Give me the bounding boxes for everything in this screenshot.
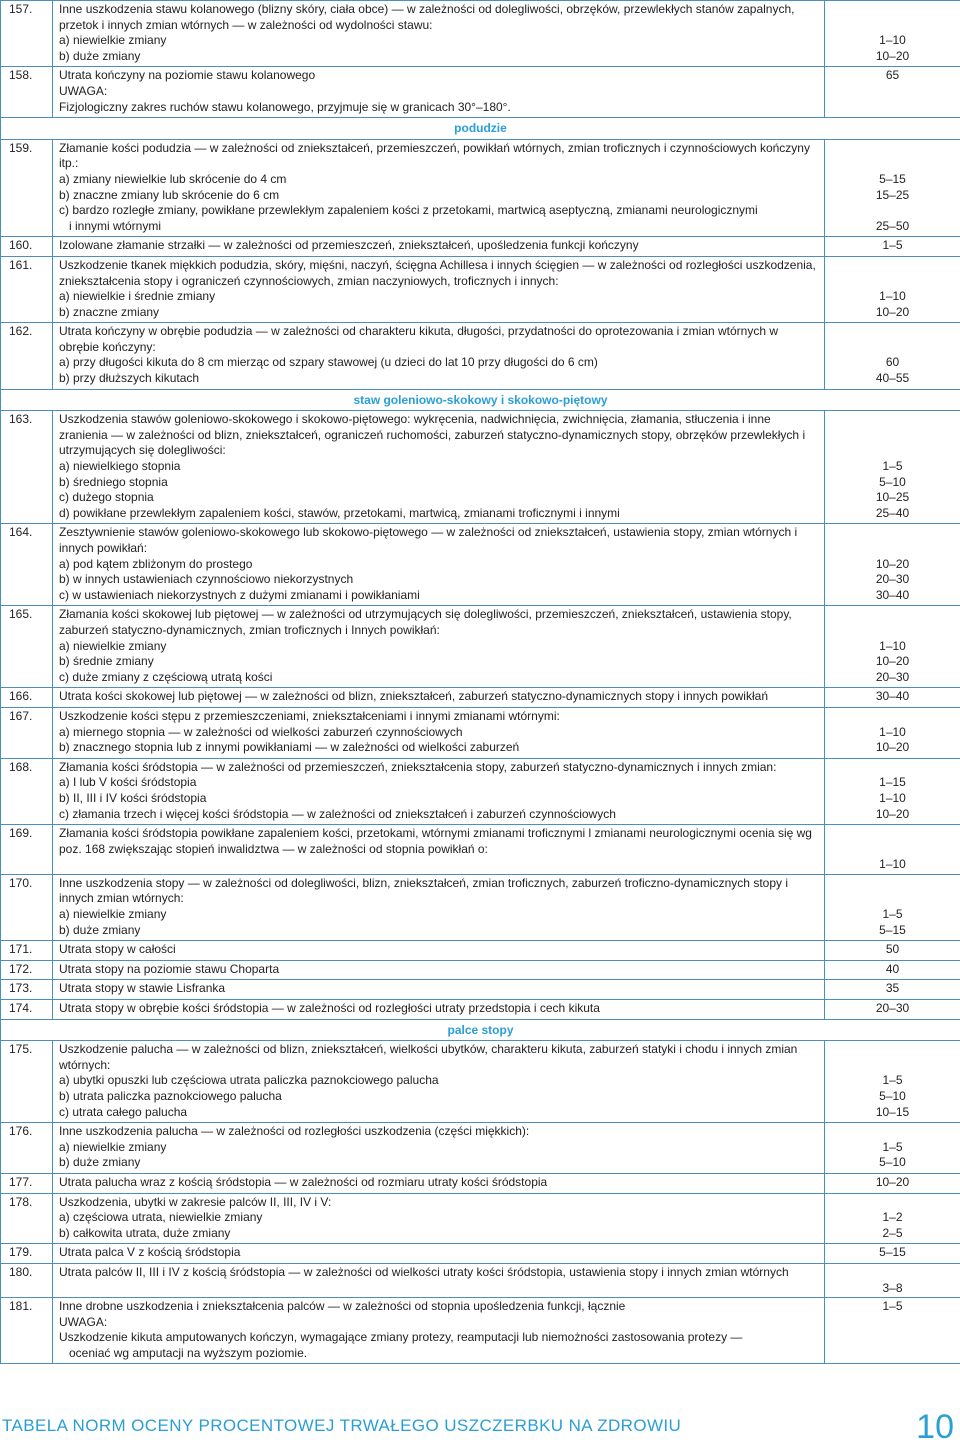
description-line: c) dużego stopnia — [59, 490, 820, 506]
description-line: b) średnie zmiany — [59, 654, 820, 670]
value-line — [827, 141, 958, 172]
table-row — [1, 825, 960, 875]
section-title: podudzie — [1, 118, 960, 140]
table-row — [1, 980, 960, 1000]
table-row — [1, 1298, 960, 1364]
value-line: 30–40 — [827, 588, 958, 604]
percent-value — [825, 1000, 960, 1020]
value-line: 1–10 — [827, 289, 958, 305]
value-line: 3–8 — [827, 1281, 958, 1297]
value-line — [827, 2, 958, 33]
item-description — [53, 1193, 825, 1244]
value-line — [827, 100, 958, 116]
value-line — [827, 412, 958, 459]
table-row — [1, 1000, 960, 1020]
item-number: 172. — [1, 960, 53, 980]
table-row — [1, 256, 960, 322]
page-footer — [0, 1406, 960, 1446]
item-number: 181. — [1, 1298, 53, 1364]
table-row — [1, 1041, 960, 1123]
value-line: 1–5 — [827, 459, 958, 475]
description-line: a) niewielkiego stopnia — [59, 459, 820, 475]
value-line: 40 — [827, 962, 958, 978]
description-line: c) utrata całego palucha — [59, 1105, 820, 1121]
description-line: Uszkodzenie palucha — w zależności od blizn, zniekształceń, wielkości ubytków, charakteru kikuta, zaburzeń statyki i chodu i innych zmian wtórnych: — [59, 1042, 820, 1073]
table-row — [1, 688, 960, 708]
percent-value — [825, 1, 960, 67]
value-line: 60 — [827, 355, 958, 371]
value-line: 1–10 — [827, 725, 958, 741]
table-row — [1, 139, 960, 237]
value-line: 1–15 — [827, 775, 958, 791]
percent-value — [825, 323, 960, 389]
description-line: Izolowane złamanie strzałki — w zależności od przemieszczeń, zniekształceń, upośledzenia funkcji kończyny — [59, 238, 820, 254]
value-line — [827, 84, 958, 100]
value-line: 10–15 — [827, 1105, 958, 1121]
item-number: 179. — [1, 1244, 53, 1264]
item-description — [53, 1041, 825, 1123]
table-row — [1, 874, 960, 940]
item-description — [53, 606, 825, 688]
description-line: b) utrata paliczka paznokciowego palucha — [59, 1089, 820, 1105]
description-line: Utrata palucha wraz z kością śródstopia — w zależności od rozmiaru utraty kości śródstopia — [59, 1175, 820, 1191]
description-line: a) niewielkie zmiany — [59, 639, 820, 655]
item-description — [53, 1173, 825, 1193]
description-line: Inne uszkodzenia stawu kolanowego (blizny skóry, ciała obce) — w zależności od dolegliwości, obrzęków, przewlekłych stanów zapalnych, przetok i innych zmian wtórnych — w zależności od wydolności stawu: — [59, 2, 820, 33]
item-description — [53, 411, 825, 524]
percent-value — [825, 758, 960, 824]
value-line — [827, 1265, 958, 1281]
description-line: a) pod kątem zbliżonym do prostego — [59, 557, 820, 573]
description-line: UWAGA: — [59, 84, 820, 100]
table-row — [1, 1173, 960, 1193]
item-description — [53, 980, 825, 1000]
item-description — [53, 825, 825, 875]
value-line: 10–20 — [827, 1175, 958, 1191]
description-line: Inne drobne uszkodzenia i zniekształcenia palców — w zależności od stopnia upośledzenia funkcji, łącznie — [59, 1299, 820, 1315]
value-line — [827, 1042, 958, 1073]
value-line — [827, 876, 958, 907]
description-line: Utrata stopy w obrębie kości śródstopia — w zależności od rozległości utraty przedstopia i cech kikuta — [59, 1001, 820, 1017]
description-line: Utrata palców II, III i IV z kością śródstopia — w zależności od wielkości utraty kości śródstopia, ustawienia stopy i innych zmian wtórnych — [59, 1265, 820, 1281]
percent-value — [825, 1298, 960, 1364]
percent-value — [825, 707, 960, 758]
table-row — [1, 323, 960, 389]
section-title: palce stopy — [1, 1019, 960, 1041]
percent-value — [825, 67, 960, 118]
description-line: b) średniego stopnia — [59, 475, 820, 491]
description-line: d) powikłane przewlekłym zapaleniem kości, stawów, przetokami, martwicą, zmianami troficznymi i innymi — [59, 506, 820, 522]
percent-value — [825, 980, 960, 1000]
value-line: 1–2 — [827, 1210, 958, 1226]
value-line: 35 — [827, 981, 958, 997]
value-line: 2–5 — [827, 1226, 958, 1242]
table-row — [1, 1244, 960, 1264]
footer-title: TABELA NORM OCENY PROCENTOWEJ TRWAŁEGO USZCZERBKU NA ZDROWIU — [2, 1416, 681, 1436]
percent-value — [825, 1173, 960, 1193]
value-line — [827, 324, 958, 355]
description-line: oceniać wg amputacji na wyższym poziomie. — [59, 1346, 820, 1362]
description-line: Uszkodzenia, ubytki w zakresie palców II, III, IV i V: — [59, 1195, 820, 1211]
value-line — [827, 1315, 958, 1331]
item-number: 177. — [1, 1173, 53, 1193]
table-row — [1, 758, 960, 824]
description-line: Zesztywnienie stawów goleniowo-skokowego lub skokowo-piętowego — w zależności od zniekształceń, ustawienia stopy, zmian wtórnych i innych powikłań: — [59, 525, 820, 556]
item-number: 157. — [1, 1, 53, 67]
description-line: b) duże zmiany — [59, 49, 820, 65]
description-line: Uszkodzenie kości stępu z przemieszczeniami, zniekształceniami i innymi zmianami wtórnymi: — [59, 709, 820, 725]
value-line: 25–50 — [827, 219, 958, 235]
value-line: 50 — [827, 942, 958, 958]
percent-value — [825, 1041, 960, 1123]
percent-value — [825, 139, 960, 237]
section-header-row — [1, 1019, 960, 1041]
item-description — [53, 941, 825, 961]
description-line: Inne uszkodzenia stopy — w zależności od dolegliwości, blizn, zniekształceń, zmian troficznych, zaburzeń troficzno-dynamicznych stopy i innych zmian wtórnych: — [59, 876, 820, 907]
description-line: Złamania kości śródstopia — w zależności od przemieszczeń, zniekształcenia stopy, zaburzeń statyczno-dynamicznych i innych zmian: — [59, 760, 820, 776]
item-number: 180. — [1, 1263, 53, 1297]
description-line: a) niewielkie i średnie zmiany — [59, 289, 820, 305]
description-line: b) duże zmiany — [59, 923, 820, 939]
percent-value — [825, 606, 960, 688]
section-header-row — [1, 389, 960, 411]
description-line: b) znaczne zmiany lub skrócenie do 6 cm — [59, 188, 820, 204]
item-number: 161. — [1, 256, 53, 322]
table-row — [1, 67, 960, 118]
item-number: 171. — [1, 941, 53, 961]
value-line — [827, 1195, 958, 1211]
item-description — [53, 1000, 825, 1020]
value-line — [827, 607, 958, 638]
table-row — [1, 1123, 960, 1174]
item-description — [53, 874, 825, 940]
value-line: 10–20 — [827, 740, 958, 756]
value-line: 20–30 — [827, 1001, 958, 1017]
value-line: 10–20 — [827, 807, 958, 823]
value-line — [827, 1124, 958, 1140]
description-line: Utrata stopy w stawie Lisfranka — [59, 981, 820, 997]
description-line: a) przy długości kikuta do 8 cm mierząc od szpary stawowej (u dzieci do lat 10 przy długości do 6 cm) — [59, 355, 820, 371]
percent-value — [825, 1123, 960, 1174]
description-line: c) w ustawieniach niekorzystnych z dużymi zmianami i powikłaniami — [59, 588, 820, 604]
value-line: 5–10 — [827, 1089, 958, 1105]
description-line: b) przy dłuższych kikutach — [59, 371, 820, 387]
percent-value — [825, 237, 960, 257]
value-line: 10–20 — [827, 654, 958, 670]
item-description — [53, 758, 825, 824]
item-description — [53, 256, 825, 322]
table-row — [1, 1263, 960, 1297]
value-line: 1–10 — [827, 857, 958, 873]
item-description — [53, 960, 825, 980]
value-line: 1–10 — [827, 33, 958, 49]
description-line: Złamania kości śródstopia powikłane zapaleniem kości, przetokami, wtórnymi zmianami troficznymi l zmianami neurologicznymi ocenia się wg poz. 168 zwiększając stopień inwalidztwa — w zależności od stopnia powikłań o: — [59, 826, 820, 857]
description-line: Utrata kończyny w obrębie podudzia — w zależności od charakteru kikuta, długości, przydatności do oprotezowania i zmian wtórnych w obrębie kończyny: — [59, 324, 820, 355]
description-line: a) częściowa utrata, niewielkie zmiany — [59, 1210, 820, 1226]
item-description — [53, 323, 825, 389]
percent-value — [825, 1263, 960, 1297]
value-line: 65 — [827, 68, 958, 84]
item-number: 160. — [1, 237, 53, 257]
value-line — [827, 760, 958, 776]
table-body — [1, 1, 960, 1364]
value-line: 5–15 — [827, 923, 958, 939]
description-line: b) znacznego stopnia lub z innymi powikłaniami — w zależności od wielkości zaburzeń — [59, 740, 820, 756]
item-number: 174. — [1, 1000, 53, 1020]
description-line: Utrata stopy na poziomie stawu Choparta — [59, 962, 820, 978]
value-line: 1–10 — [827, 639, 958, 655]
item-description — [53, 67, 825, 118]
value-line: 1–5 — [827, 1299, 958, 1315]
value-line: 5–10 — [827, 1155, 958, 1171]
value-line: 10–20 — [827, 557, 958, 573]
item-description — [53, 707, 825, 758]
table-row — [1, 411, 960, 524]
percent-value — [825, 524, 960, 606]
table-row — [1, 960, 960, 980]
item-number: 164. — [1, 524, 53, 606]
description-line: c) bardzo rozległe zmiany, powikłane przewlekłym zapaleniem kości z przetokami, martwicą aseptyczną, zmianami neurologicznymi — [59, 203, 820, 219]
item-number: 166. — [1, 688, 53, 708]
percent-value — [825, 1244, 960, 1264]
value-line: 1–5 — [827, 238, 958, 254]
description-line: Uszkodzenia stawów goleniowo-skokowego i skokowo-piętowego: wykręcenia, nadwichnięcia, zwichnięcia, złamania, stłuczenia i inne zranienia — w zależności od blizn, zniekształceń, ograniczeń ruchomości, zaburzeń statyczno-dynamicznych stopy, obrzęków przewlekłych i utrzymujących się dolegliwości: — [59, 412, 820, 459]
item-number: 178. — [1, 1193, 53, 1244]
value-line: 15–25 — [827, 188, 958, 204]
value-line — [827, 258, 958, 289]
value-line: 10–25 — [827, 490, 958, 506]
item-description — [53, 1123, 825, 1174]
description-line: c) duże zmiany z częściową utratą kości — [59, 670, 820, 686]
percent-value — [825, 825, 960, 875]
value-line — [827, 1346, 958, 1362]
description-line: b) całkowita utrata, duże zmiany — [59, 1226, 820, 1242]
description-line: a) zmiany niewielkie lub skrócenie do 4 cm — [59, 172, 820, 188]
value-line: 1–5 — [827, 1140, 958, 1156]
section-title: staw goleniowo-skokowy i skokowo-piętowy — [1, 389, 960, 411]
item-number: 173. — [1, 980, 53, 1000]
description-line: Złamanie kości podudzia — w zależności od zniekształceń, przemieszczeń, powikłań wtórnych, zmian troficznych i czynnościowych kończyny itp.: — [59, 141, 820, 172]
description-line: i innymi wtórnymi — [59, 219, 820, 235]
table-row — [1, 606, 960, 688]
percent-value — [825, 688, 960, 708]
description-line: Uszkodzenie kikuta amputowanych kończyn, wymagające zmiany protezy, reamputacji lub niemożności zastosowania protezy — — [59, 1330, 820, 1346]
item-number: 167. — [1, 707, 53, 758]
item-number: 163. — [1, 411, 53, 524]
description-line: Fizjologiczny zakres ruchów stawu kolanowego, przyjmuje się w granicach 30°–180°. — [59, 100, 820, 116]
item-number: 162. — [1, 323, 53, 389]
description-line: Utrata kończyny na poziomie stawu kolanowego — [59, 68, 820, 84]
item-number: 158. — [1, 67, 53, 118]
percent-value — [825, 874, 960, 940]
description-line: Inne uszkodzenia palucha — w zależności od rozległości uszkodzenia (części miękkich): — [59, 1124, 820, 1140]
item-number: 168. — [1, 758, 53, 824]
value-line — [827, 709, 958, 725]
value-line — [827, 203, 958, 219]
item-number: 159. — [1, 139, 53, 237]
item-number: 165. — [1, 606, 53, 688]
value-line: 5–15 — [827, 1245, 958, 1261]
value-line: 1–10 — [827, 791, 958, 807]
value-line — [827, 1330, 958, 1346]
description-line: a) miernego stopnia — w zależności od wielkości zaburzeń czynnościowych — [59, 725, 820, 741]
description-line: b) duże zmiany — [59, 1155, 820, 1171]
page-number: 10 — [916, 1408, 954, 1447]
item-number: 175. — [1, 1041, 53, 1123]
value-line: 25–40 — [827, 506, 958, 522]
description-line: UWAGA: — [59, 1315, 820, 1331]
table-row — [1, 237, 960, 257]
item-description — [53, 1298, 825, 1364]
description-line: c) złamania trzech i więcej kości śródstopia — w zależności od zniekształceń i zaburzeń czynnościowych — [59, 807, 820, 823]
value-line: 40–55 — [827, 371, 958, 387]
percent-value — [825, 1193, 960, 1244]
value-line: 10–20 — [827, 49, 958, 65]
description-line: a) niewielkie zmiany — [59, 1140, 820, 1156]
percent-value — [825, 941, 960, 961]
table-row — [1, 524, 960, 606]
item-description — [53, 139, 825, 237]
value-line — [827, 826, 958, 857]
description-line: Złamania kości skokowej lub piętowej — w zależności od utrzymujących się dolegliwości, przemieszczeń, zniekształceń, ustawienia stopy, zaburzeń statyczno-dynamicznych, zmian troficznych i Innych powikłań: — [59, 607, 820, 638]
value-line: 20–30 — [827, 670, 958, 686]
item-description — [53, 237, 825, 257]
value-line: 10–20 — [827, 305, 958, 321]
value-line: 5–10 — [827, 475, 958, 491]
item-description — [53, 1244, 825, 1264]
percent-value — [825, 256, 960, 322]
value-line: 1–5 — [827, 1073, 958, 1089]
description-line: a) I lub V kości śródstopia — [59, 775, 820, 791]
percent-value — [825, 411, 960, 524]
description-line: a) niewielkie zmiany — [59, 33, 820, 49]
item-description — [53, 688, 825, 708]
description-line: b) w innych ustawieniach czynnościowo niekorzystnych — [59, 572, 820, 588]
item-number: 169. — [1, 825, 53, 875]
table-row — [1, 1193, 960, 1244]
description-line: Utrata kości skokowej lub piętowej — w zależności od blizn, zniekształceń, zaburzeń statyczno-dynamicznych stopy i innych powikłań — [59, 689, 820, 705]
description-line: a) ubytki opuszki lub częściowa utrata paliczka paznokciowego palucha — [59, 1073, 820, 1089]
item-number: 176. — [1, 1123, 53, 1174]
table-row — [1, 1, 960, 67]
section-header-row — [1, 118, 960, 140]
item-description — [53, 1263, 825, 1297]
item-description — [53, 1, 825, 67]
item-number: 170. — [1, 874, 53, 940]
description-line: b) znaczne zmiany — [59, 305, 820, 321]
table-row — [1, 707, 960, 758]
value-line — [827, 525, 958, 556]
description-line: Utrata palca V z kością śródstopia — [59, 1245, 820, 1261]
description-line: Utrata stopy w całości — [59, 942, 820, 958]
value-line: 20–30 — [827, 572, 958, 588]
value-line: 30–40 — [827, 689, 958, 705]
description-line: b) II, III i IV kości śródstopia — [59, 791, 820, 807]
description-line: a) niewielkie zmiany — [59, 907, 820, 923]
value-line: 1–5 — [827, 907, 958, 923]
percent-value — [825, 960, 960, 980]
table-row — [1, 941, 960, 961]
item-description — [53, 524, 825, 606]
description-line: Uszkodzenie tkanek miękkich podudzia, skóry, mięśni, naczyń, ścięgna Achillesa i innych ścięgien — w zależności od rozległości uszkodzenia, zniekształcenia stopy i ograniczeń czynnościowych, zmian naczyniowych, troficznych i innych: — [59, 258, 820, 289]
value-line: 5–15 — [827, 172, 958, 188]
